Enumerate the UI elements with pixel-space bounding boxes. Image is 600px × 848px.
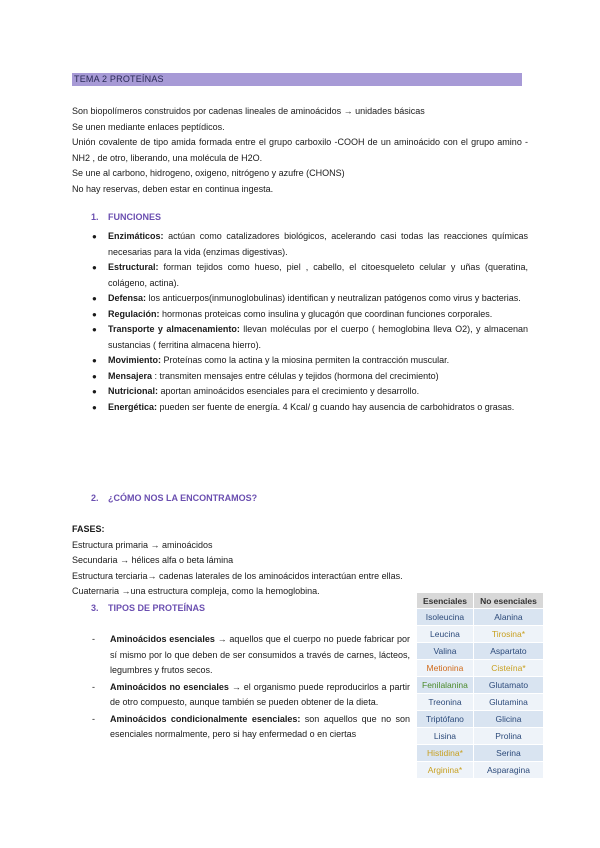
list-item	[92, 291, 528, 307]
list-item	[92, 400, 528, 416]
table-header-row	[417, 593, 544, 609]
table-cell: Treonina	[417, 694, 474, 711]
list-item	[92, 369, 528, 385]
bullet-icon: ●	[92, 294, 97, 303]
item-term: Aminoácidos condicionalmente esenciales:	[110, 713, 301, 724]
intro-paragraph	[72, 104, 528, 197]
table-cell: Glicina	[473, 711, 543, 728]
bullet-icon: ●	[92, 232, 97, 241]
section-title: ¿CÓMO NOS LA ENCONTRAMOS?	[108, 493, 258, 503]
table-cell: Isoleucina	[417, 609, 474, 626]
section-heading-funciones	[91, 212, 161, 222]
intro-line: Son biopolímeros construidos por cadenas lineales de aminoácidos → unidades básicas	[72, 106, 425, 116]
table-cell: Serina	[473, 745, 543, 762]
item-text: pueden ser fuente de energía. 4 Kcal/ g cuando hay ausencia de carbohidratos o grasas.	[157, 401, 515, 412]
item-text: Proteínas como la actina y la miosina permiten la contracción muscular.	[161, 355, 450, 365]
table-cell: Metionina	[417, 660, 474, 677]
fase-line: Secundaria → hélices alfa o beta lámina	[72, 555, 234, 565]
table-row	[417, 609, 544, 626]
section-number: 1.	[91, 212, 99, 222]
bullet-icon: ●	[92, 387, 97, 396]
intro-line: Se unen mediante enlaces peptídicos.	[72, 121, 225, 132]
table-header: No esenciales	[473, 593, 543, 609]
table-cell: Lisina	[417, 728, 474, 745]
item-term: Nutricional:	[108, 386, 159, 396]
section-number: 2.	[91, 493, 99, 503]
list-item	[92, 384, 528, 400]
table-cell: Cisteína*	[473, 660, 543, 677]
aminoacid-table	[416, 592, 544, 779]
item-term: Defensa:	[108, 293, 147, 303]
table-cell: Tirosina*	[473, 626, 543, 643]
item-text: forman tejidos como hueso, piel , cabello, el citoesqueleto celular y uñas (queratina, colágeno, actina).	[108, 262, 528, 288]
table-cell: Glutamina	[473, 694, 543, 711]
section-title: TIPOS DE PROTEÍNAS	[108, 603, 206, 613]
fases-label: FASES:	[72, 524, 105, 534]
bullet-icon: ●	[92, 325, 97, 334]
table-cell: Fenilalanina	[417, 677, 474, 694]
table-cell: Histidina*	[417, 745, 474, 762]
table-row	[417, 728, 544, 745]
fases-block	[72, 522, 528, 600]
list-item	[92, 632, 410, 679]
bullet-icon: ●	[92, 371, 97, 381]
table-cell: Triptófano	[417, 711, 474, 728]
item-term: Estructural:	[108, 262, 159, 272]
item-text: actúan como catalizadores biológicos, acelerando casi todas las reacciones químicas necesarias para la vida (enzimas digestivas).	[108, 231, 528, 257]
table-row	[417, 711, 544, 728]
table-cell: Leucina	[417, 626, 474, 643]
table-cell: Valina	[417, 643, 474, 660]
tipos-list	[92, 632, 410, 744]
list-item	[92, 260, 528, 291]
item-term: Mensajera	[108, 370, 153, 381]
item-text: → aquellos que el cuerpo no puede fabricar por sí mismo por lo que deben de ser consumidos a través de carnes, lácteos, legumbres y frutos secos.	[110, 634, 410, 675]
fase-line: Estructura primaria → aminoácidos	[72, 539, 213, 550]
bullet-icon: ●	[92, 263, 97, 272]
list-item	[92, 353, 528, 369]
item-term: Energética:	[108, 401, 158, 412]
table-header: Esenciales	[417, 593, 474, 609]
table-cell: Arginina*	[417, 762, 474, 779]
table-cell: Glutamato	[473, 677, 543, 694]
item-text: aportan aminoácidos esenciales para el crecimiento y desarrollo.	[158, 386, 420, 396]
list-item	[92, 307, 528, 323]
table-row	[417, 626, 544, 643]
dash-icon: -	[92, 713, 95, 724]
list-item	[92, 229, 528, 260]
dash-icon: -	[92, 681, 95, 692]
fase-line: Estructura terciaria→ cadenas laterales de los aminoácidos interactúan entre ellas.	[72, 570, 403, 581]
list-item	[92, 712, 410, 743]
intro-line: No hay reservas, deben estar en continua ingesta.	[72, 183, 274, 194]
section-title: FUNCIONES	[108, 212, 162, 222]
bullet-icon: ●	[92, 402, 97, 412]
table-row	[417, 745, 544, 762]
item-text: hormonas proteicas como insulina y glucagón que coordinan funciones corporales.	[159, 308, 493, 319]
item-term: Regulación:	[108, 308, 160, 319]
item-text: → el organismo puede reproducirlos a partir de otro compuesto, aunque también se pueden obtener de la dieta.	[110, 681, 410, 707]
table-cell: Alanina	[473, 609, 543, 626]
item-text: llevan moléculas por el cuerpo ( hemoglobina lleva O2), y almacenan sustancias ( ferritina almacena hierro).	[108, 324, 528, 350]
item-term: Aminoácidos no esenciales	[110, 681, 229, 692]
page-title: TEMA 2 PROTEÍNAS	[72, 73, 522, 86]
table-row	[417, 762, 544, 779]
bullet-icon: ●	[92, 309, 97, 319]
dash-icon: -	[92, 634, 95, 644]
fase-line: Cuaternaria →una estructura compleja, como la hemoglobina.	[72, 586, 320, 596]
item-text: los anticuerpos(inmunoglobulinas) identifican y neutralizan patógenos como virus y bacterias.	[146, 293, 521, 303]
list-item	[92, 322, 528, 353]
table-row	[417, 660, 544, 677]
table-row	[417, 694, 544, 711]
item-term: Movimiento:	[108, 355, 161, 365]
intro-line: Unión covalente de tipo amida formada entre el grupo carboxilo -COOH de un aminoácido con el grupo amino -NH2 , de otro, liberando, una molécula de H2O.	[72, 137, 528, 163]
section-heading-tipos	[91, 603, 205, 613]
bullet-icon: ●	[92, 356, 97, 365]
item-term: Transporte y almacenamiento:	[108, 324, 240, 334]
table-body	[417, 609, 544, 779]
item-term: Enzimáticos:	[108, 231, 164, 241]
intro-line: Se une al carbono, hidrogeno, oxigeno, nitrógeno y azufre (CHONS)	[72, 168, 345, 178]
section-number: 3.	[91, 603, 99, 613]
section-heading-encontramos	[91, 493, 257, 503]
item-text: : transmiten mensajes entre células y tejidos (hormona del crecimiento)	[152, 370, 439, 381]
item-text: son aquellos que no son esenciales normalmente, pero si hay enfermedad o en ciertas	[110, 713, 410, 739]
item-term: Aminoácidos esenciales	[110, 634, 215, 644]
funciones-list	[92, 229, 528, 415]
table-cell: Prolina	[473, 728, 543, 745]
table-row	[417, 677, 544, 694]
table-row	[417, 643, 544, 660]
list-item	[92, 680, 410, 711]
table-cell: Aspartato	[473, 643, 543, 660]
table-cell: Asparagina	[473, 762, 543, 779]
